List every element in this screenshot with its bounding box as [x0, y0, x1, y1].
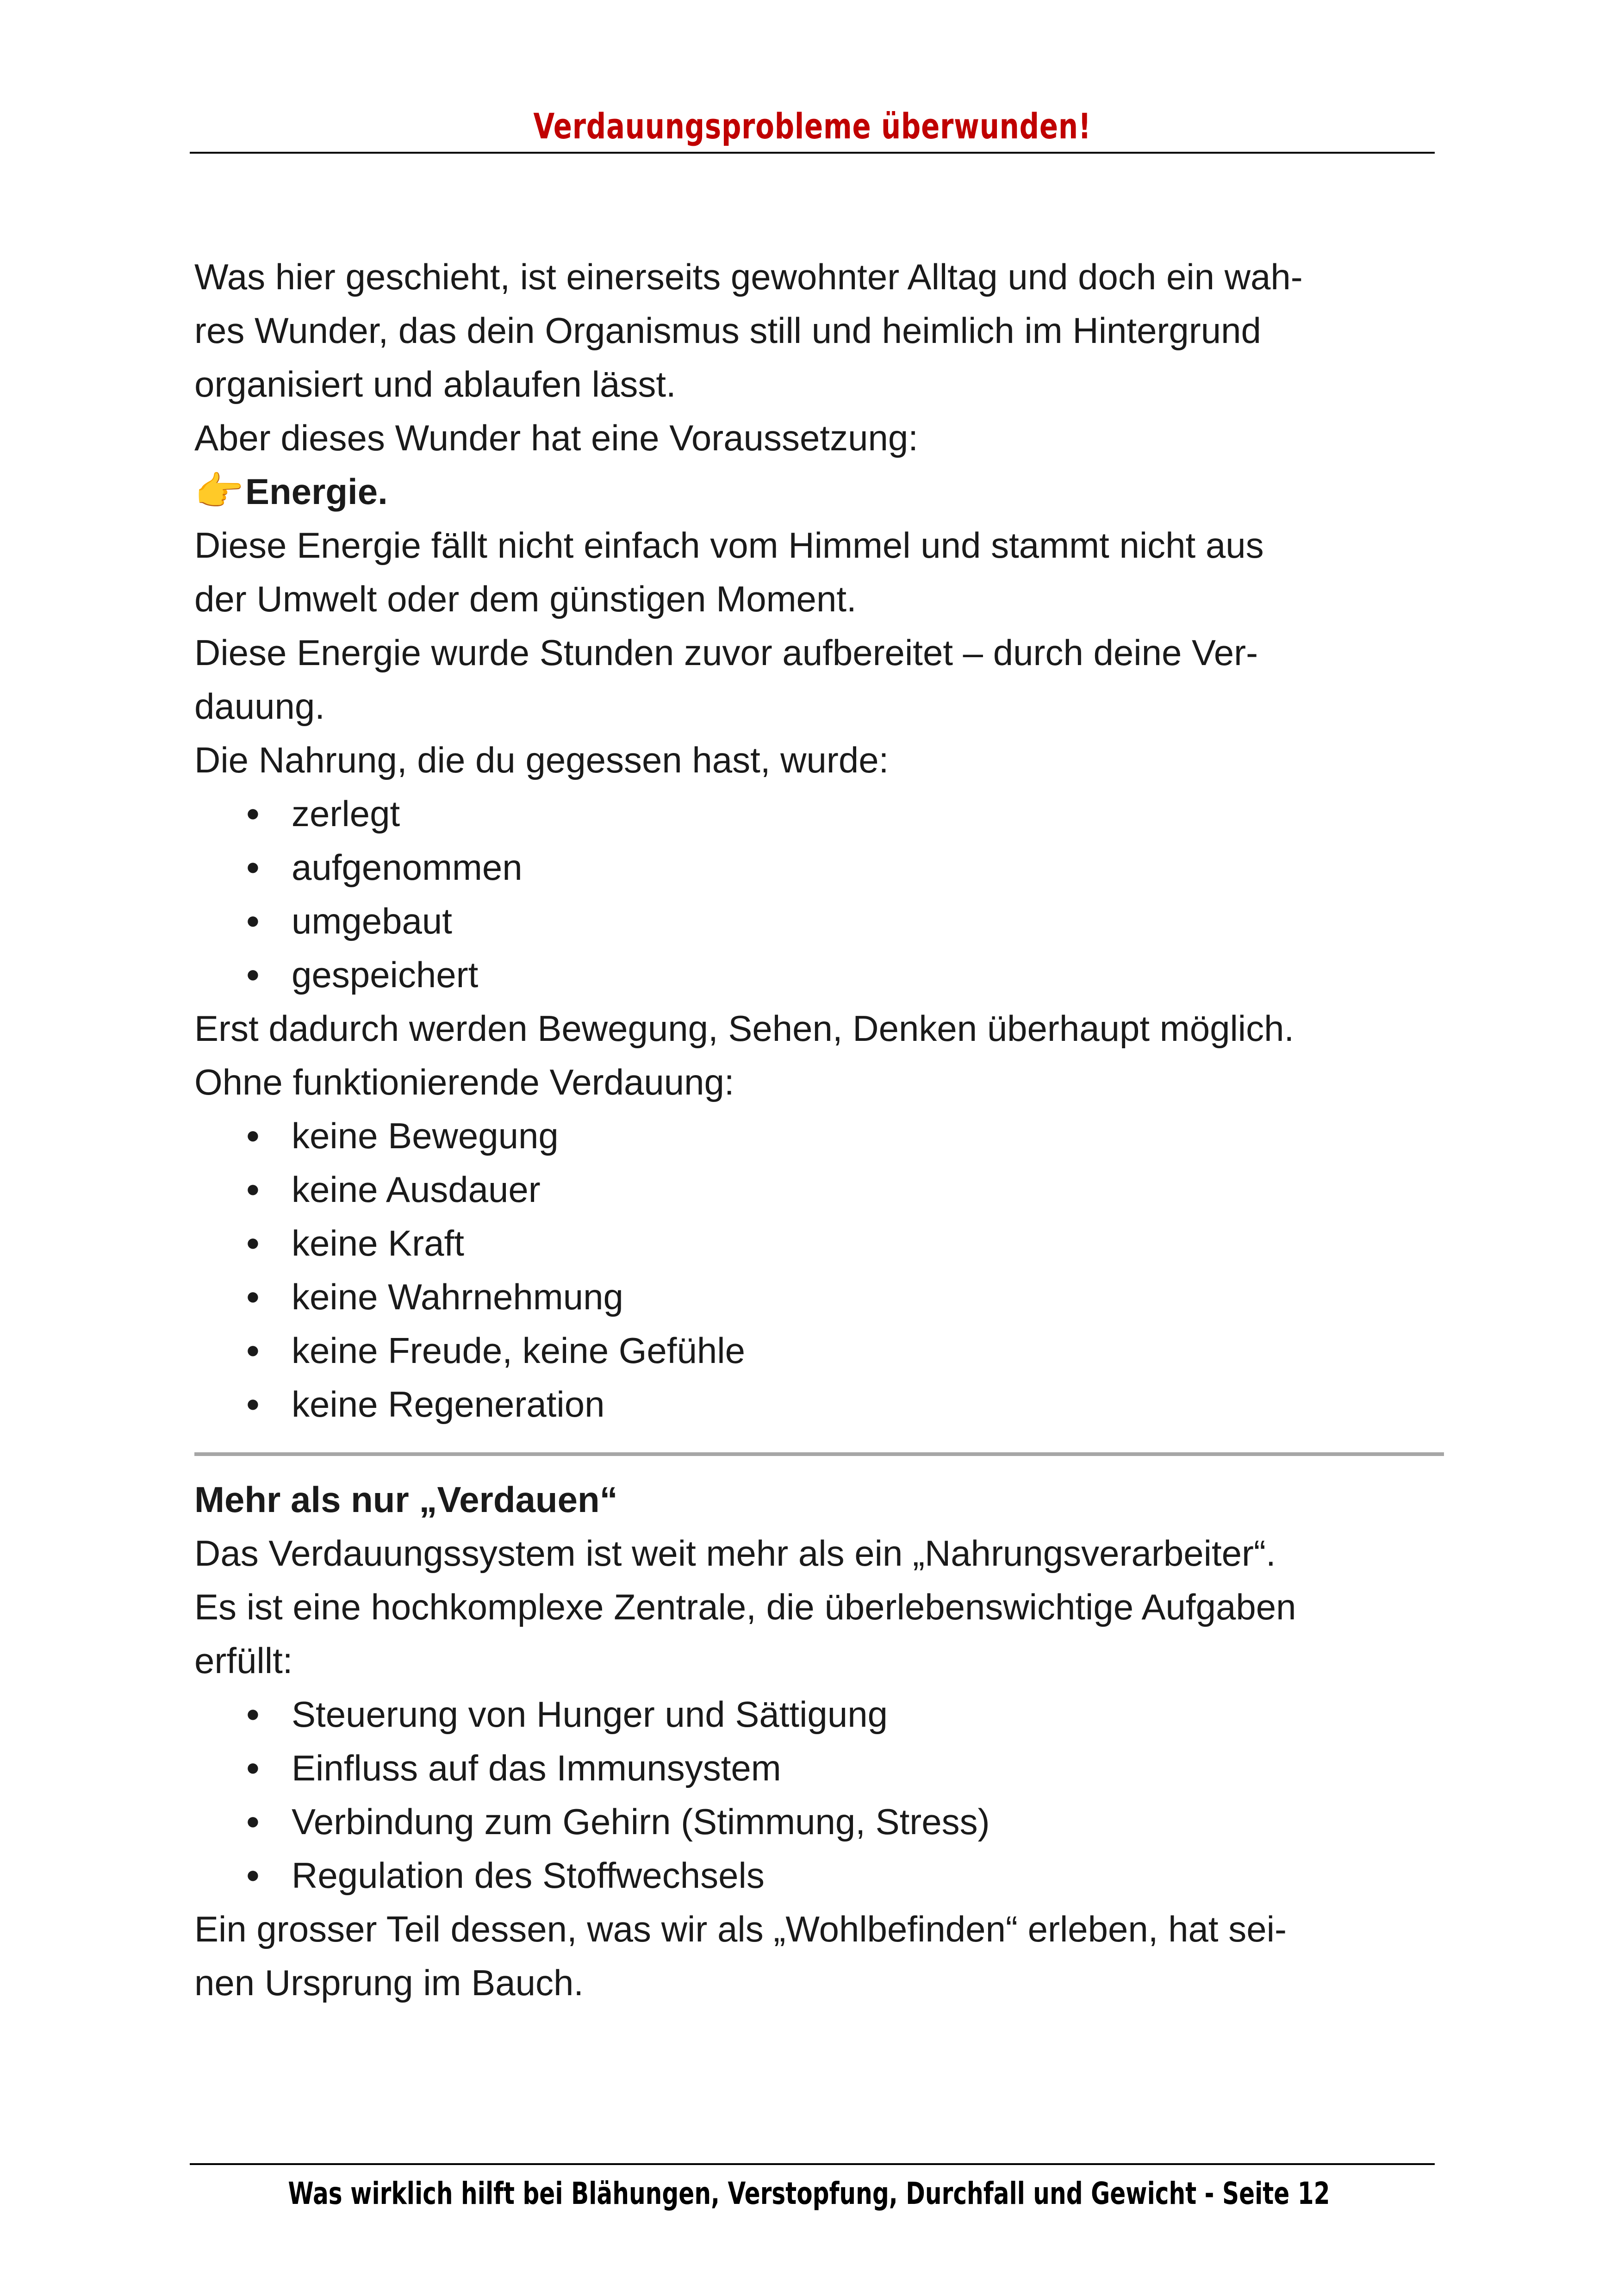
list-item [194, 894, 1444, 948]
page-footer: Was wirklich hilft bei Blähungen, Verstopfung, Durchfall und Gewicht - Seite 12 [288, 2176, 1330, 2211]
list-item [194, 1848, 1444, 1902]
list-item [194, 840, 1444, 894]
bullet-icon: • [246, 1276, 259, 1317]
energy-line: Die Nahrung, die du gegessen hast, wurde: [194, 740, 889, 780]
bullet-icon: • [246, 901, 259, 941]
list-item-text: Verbindung zum Gehirn (Stimmung, Stress) [292, 1801, 990, 1842]
bullet-icon: • [246, 1330, 259, 1371]
bullet-icon: • [246, 1694, 259, 1735]
bullet-icon: • [246, 1169, 259, 1210]
bullet-icon: • [246, 1115, 259, 1156]
list-item-text: Regulation des Stoffwechsels [292, 1855, 765, 1896]
closing-line: Ein grosser Teil dessen, was wir als „Wohlbefinden“ erleben, hat sei- [194, 1909, 1287, 1949]
bullet-icon: • [246, 1384, 259, 1425]
footer-rule [190, 2163, 1435, 2165]
list-item-text: keine Freude, keine Gefühle [292, 1330, 745, 1371]
list-item-text: umgebaut [292, 901, 452, 941]
energy-label: Energie. [245, 471, 388, 512]
bullet-icon: • [246, 847, 259, 888]
food-steps-list [194, 787, 1444, 1002]
list-item-text: keine Regeneration [292, 1384, 605, 1425]
tasks-list [194, 1687, 1444, 1902]
section-divider [194, 1452, 1444, 1456]
energy-line: Diese Energie wurde Stunden zuvor aufbereitet – durch deine Ver- [194, 632, 1258, 673]
list-item [194, 1270, 1444, 1324]
list-item-text: keine Ausdauer [292, 1169, 541, 1210]
intro-line: Was hier geschieht, ist einerseits gewohnter Alltag und doch ein wah- [194, 256, 1303, 297]
list-item [194, 1687, 1444, 1741]
bullet-icon: • [246, 793, 259, 834]
list-item-text: Steuerung von Hunger und Sättigung [292, 1694, 888, 1735]
bullet-icon: • [246, 1748, 259, 1788]
section-line: erfüllt: [194, 1640, 293, 1681]
without-digestion-list [194, 1109, 1444, 1431]
list-item [194, 1216, 1444, 1270]
bullet-icon: • [246, 1801, 259, 1842]
list-item [194, 948, 1444, 1002]
list-item [194, 1163, 1444, 1216]
page-body [194, 250, 1444, 2010]
bullet-icon: • [246, 954, 259, 995]
list-item [194, 1377, 1444, 1431]
intro-line: Aber dieses Wunder hat eine Voraussetzung: [194, 417, 918, 458]
section-line: Es ist eine hochkomplexe Zentrale, die überlebenswichtige Aufgaben [194, 1587, 1296, 1627]
list-item [194, 1795, 1444, 1848]
list-item [194, 1109, 1444, 1163]
pointing-hand-icon: 👉 [194, 469, 244, 514]
consequence-line: Ohne funktionierende Verdauung: [194, 1062, 734, 1102]
closing-line: nen Ursprung im Bauch. [194, 1962, 584, 2003]
bullet-icon: • [246, 1855, 259, 1896]
section-line: Das Verdauungssystem ist weit mehr als ein „Nahrungsverarbeiter“. [194, 1533, 1276, 1574]
energy-line: der Umwelt oder dem günstigen Moment. [194, 579, 857, 619]
energy-lead [194, 465, 1444, 518]
list-item-text: gespeichert [292, 954, 479, 995]
header-rule [190, 152, 1435, 154]
consequence-line: Erst dadurch werden Bewegung, Sehen, Denken überhaupt möglich. [194, 1008, 1294, 1049]
list-item-text: zerlegt [292, 793, 400, 834]
bullet-icon: • [246, 1223, 259, 1263]
list-item-text: keine Wahrnehmung [292, 1276, 623, 1317]
list-item [194, 1324, 1444, 1377]
list-item-text: keine Bewegung [292, 1115, 559, 1156]
section-heading: Mehr als nur „Verdauen“ [194, 1479, 618, 1520]
list-item-text: keine Kraft [292, 1223, 464, 1263]
page-header-title: Verdauungsprobleme überwunden! [533, 106, 1091, 147]
energy-line: Diese Energie fällt nicht einfach vom Himmel und stammt nicht aus [194, 525, 1264, 566]
list-item-text: Einfluss auf das Immunsystem [292, 1748, 781, 1788]
list-item-text: aufgenommen [292, 847, 523, 888]
list-item [194, 787, 1444, 840]
intro-line: res Wunder, das dein Organismus still und heimlich im Hintergrund [194, 310, 1261, 351]
list-item [194, 1741, 1444, 1795]
intro-line: organisiert und ablaufen lässt. [194, 364, 676, 404]
energy-line: dauung. [194, 686, 325, 727]
